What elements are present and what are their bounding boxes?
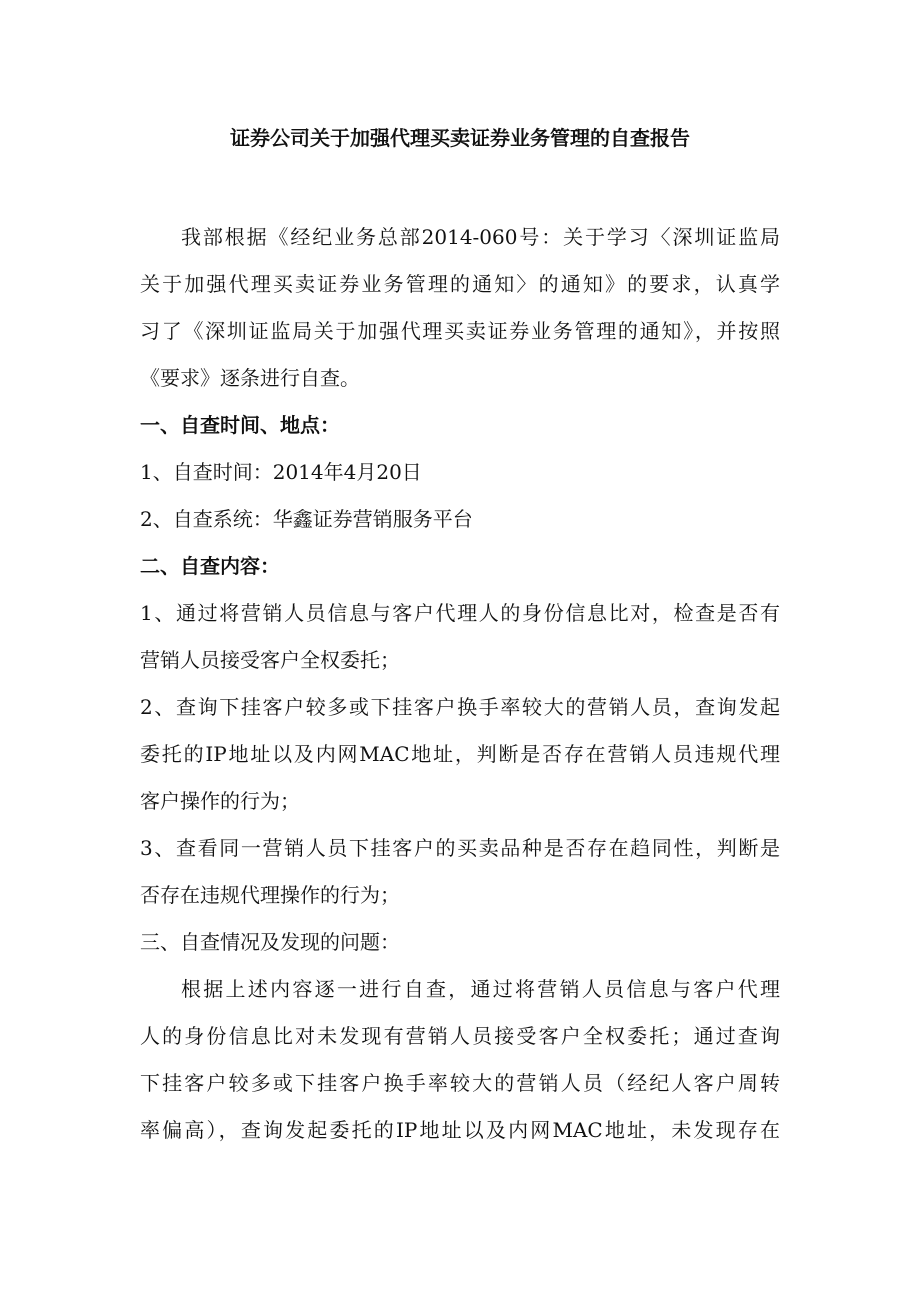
intro-line: 关于加强代理买卖证券业务管理的通知〉的通知》的要求，认真学 (140, 272, 780, 296)
list-item-line: 2、查询下挂客户较多或下挂客户换手率较大的营销人员，查询发起 (140, 695, 780, 719)
section-time-location (140, 402, 780, 543)
findings-line: 人的身份信息比对未发现有营销人员接受客户全权委托；通过查询 (140, 1024, 780, 1048)
list-item: 2、自查系统：华鑫证券营销服务平台 (140, 507, 473, 531)
list-item (140, 825, 780, 919)
findings-line: 根据上述内容逐一进行自查，通过将营销人员信息与客户代理 (181, 977, 780, 1001)
list-item-line: 营销人员接受客户全权委托； (140, 648, 400, 672)
document-body (140, 214, 780, 1154)
intro-line: 我部根据《经纪业务总部2014-060号：关于学习〈深圳证监局 (181, 225, 780, 249)
document-title: 证券公司关于加强代理买卖证券业务管理的自查报告 (230, 126, 690, 150)
list-item (140, 684, 780, 825)
findings-line: 率偏高），查询发起委托的IP地址以及内网MAC地址，未发现存在 (140, 1118, 780, 1142)
list-item-line: 委托的IP地址以及内网MAC地址，判断是否存在营销人员违规代理 (140, 742, 780, 766)
intro-line: 习了《深圳证监局关于加强代理买卖证券业务管理的通知》，并按照 (140, 319, 780, 343)
list-item (140, 590, 780, 684)
list-item-line: 客户操作的行为； (140, 789, 300, 813)
section-heading: 二、自查内容： (140, 554, 280, 578)
list-item-line: 3、查看同一营销人员下挂客户的买卖品种是否存在趋同性，判断是 (140, 836, 780, 860)
intro-line: 《要求》逐条进行自查。 (140, 366, 360, 390)
list-item-line: 1、通过将营销人员信息与客户代理人的身份信息比对，检查是否有 (140, 601, 780, 625)
section-heading: 三、自查情况及发现的问题： (140, 930, 400, 954)
list-item-line: 否存在违规代理操作的行为； (140, 883, 400, 907)
findings-line: 下挂客户较多或下挂客户换手率较大的营销人员（经纪人客户周转 (140, 1071, 780, 1095)
intro-paragraph (140, 214, 780, 402)
section-content (140, 543, 780, 919)
section-findings (140, 919, 780, 1154)
list-item: 1、自查时间：2014年4月20日 (140, 460, 422, 484)
section-heading: 一、自查时间、地点： (140, 413, 340, 437)
